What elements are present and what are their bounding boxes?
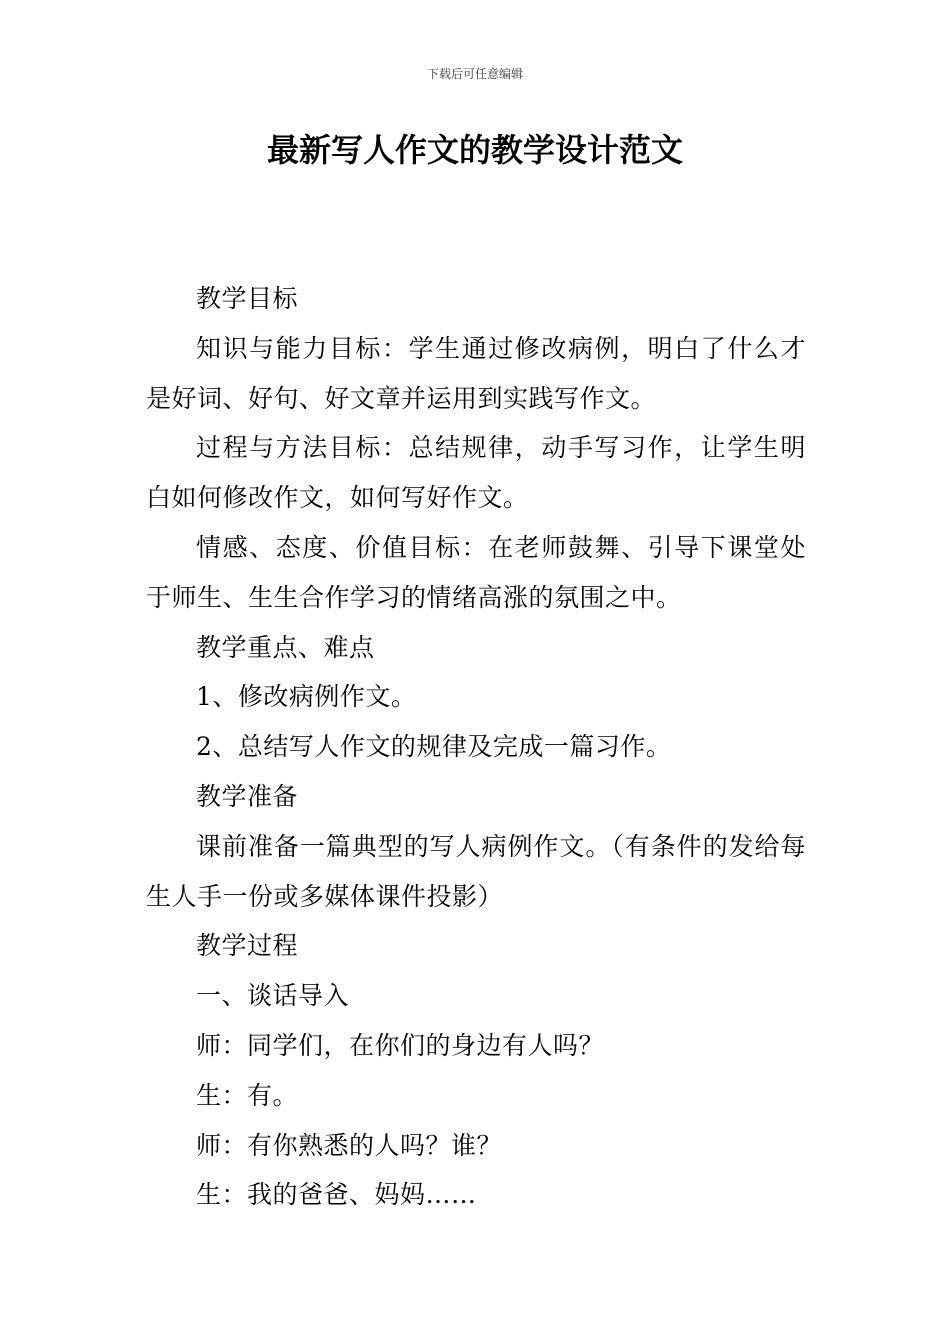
paragraph-preparation: 课前准备一篇典型的写人病例作文。（有条件的发给每生人手一份或多媒体课件投影） [146,831,806,911]
document-body [146,274,806,1220]
list-item-key-point-1: 1、修改病例作文。 [196,682,417,712]
document-title: 最新写人作文的教学设计范文 [266,131,683,169]
dialogue-line: 生：我的爸爸、妈妈…… [196,1180,477,1210]
paragraph-emotion-goal: 情感、态度、价值目标：在老师鼓舞、引导下课堂处于师生、生生合作学习的情绪高涨的氛围之中。 [146,532,806,612]
paragraph-process-goal: 过程与方法目标：总结规律，动手写习作，让学生明白如何修改作文，如何写好作文。 [146,433,806,513]
dialogue-line: 师：同学们，在你们的身边有人吗？ [196,1030,605,1060]
paragraph-knowledge-goal: 知识与能力目标：学生通过修改病例，明白了什么才是好词、好句、好文章并运用到实践写作文。 [146,333,806,413]
heading-key-points: 教学重点、难点 [196,632,375,662]
subheading-introduction: 一、谈话导入 [196,981,350,1011]
dialogue-line: 生：有。 [196,1080,299,1110]
heading-teaching-process: 教学过程 [196,931,299,961]
list-item-key-point-2: 2、总结写人作文的规律及完成一篇习作。 [196,732,672,762]
header-note: 下载后可任意编辑 [426,67,523,81]
heading-teaching-goals: 教学目标 [196,284,299,313]
heading-preparation: 教学准备 [196,781,299,811]
dialogue-line: 师：有你熟悉的人吗？谁？ [196,1130,503,1160]
